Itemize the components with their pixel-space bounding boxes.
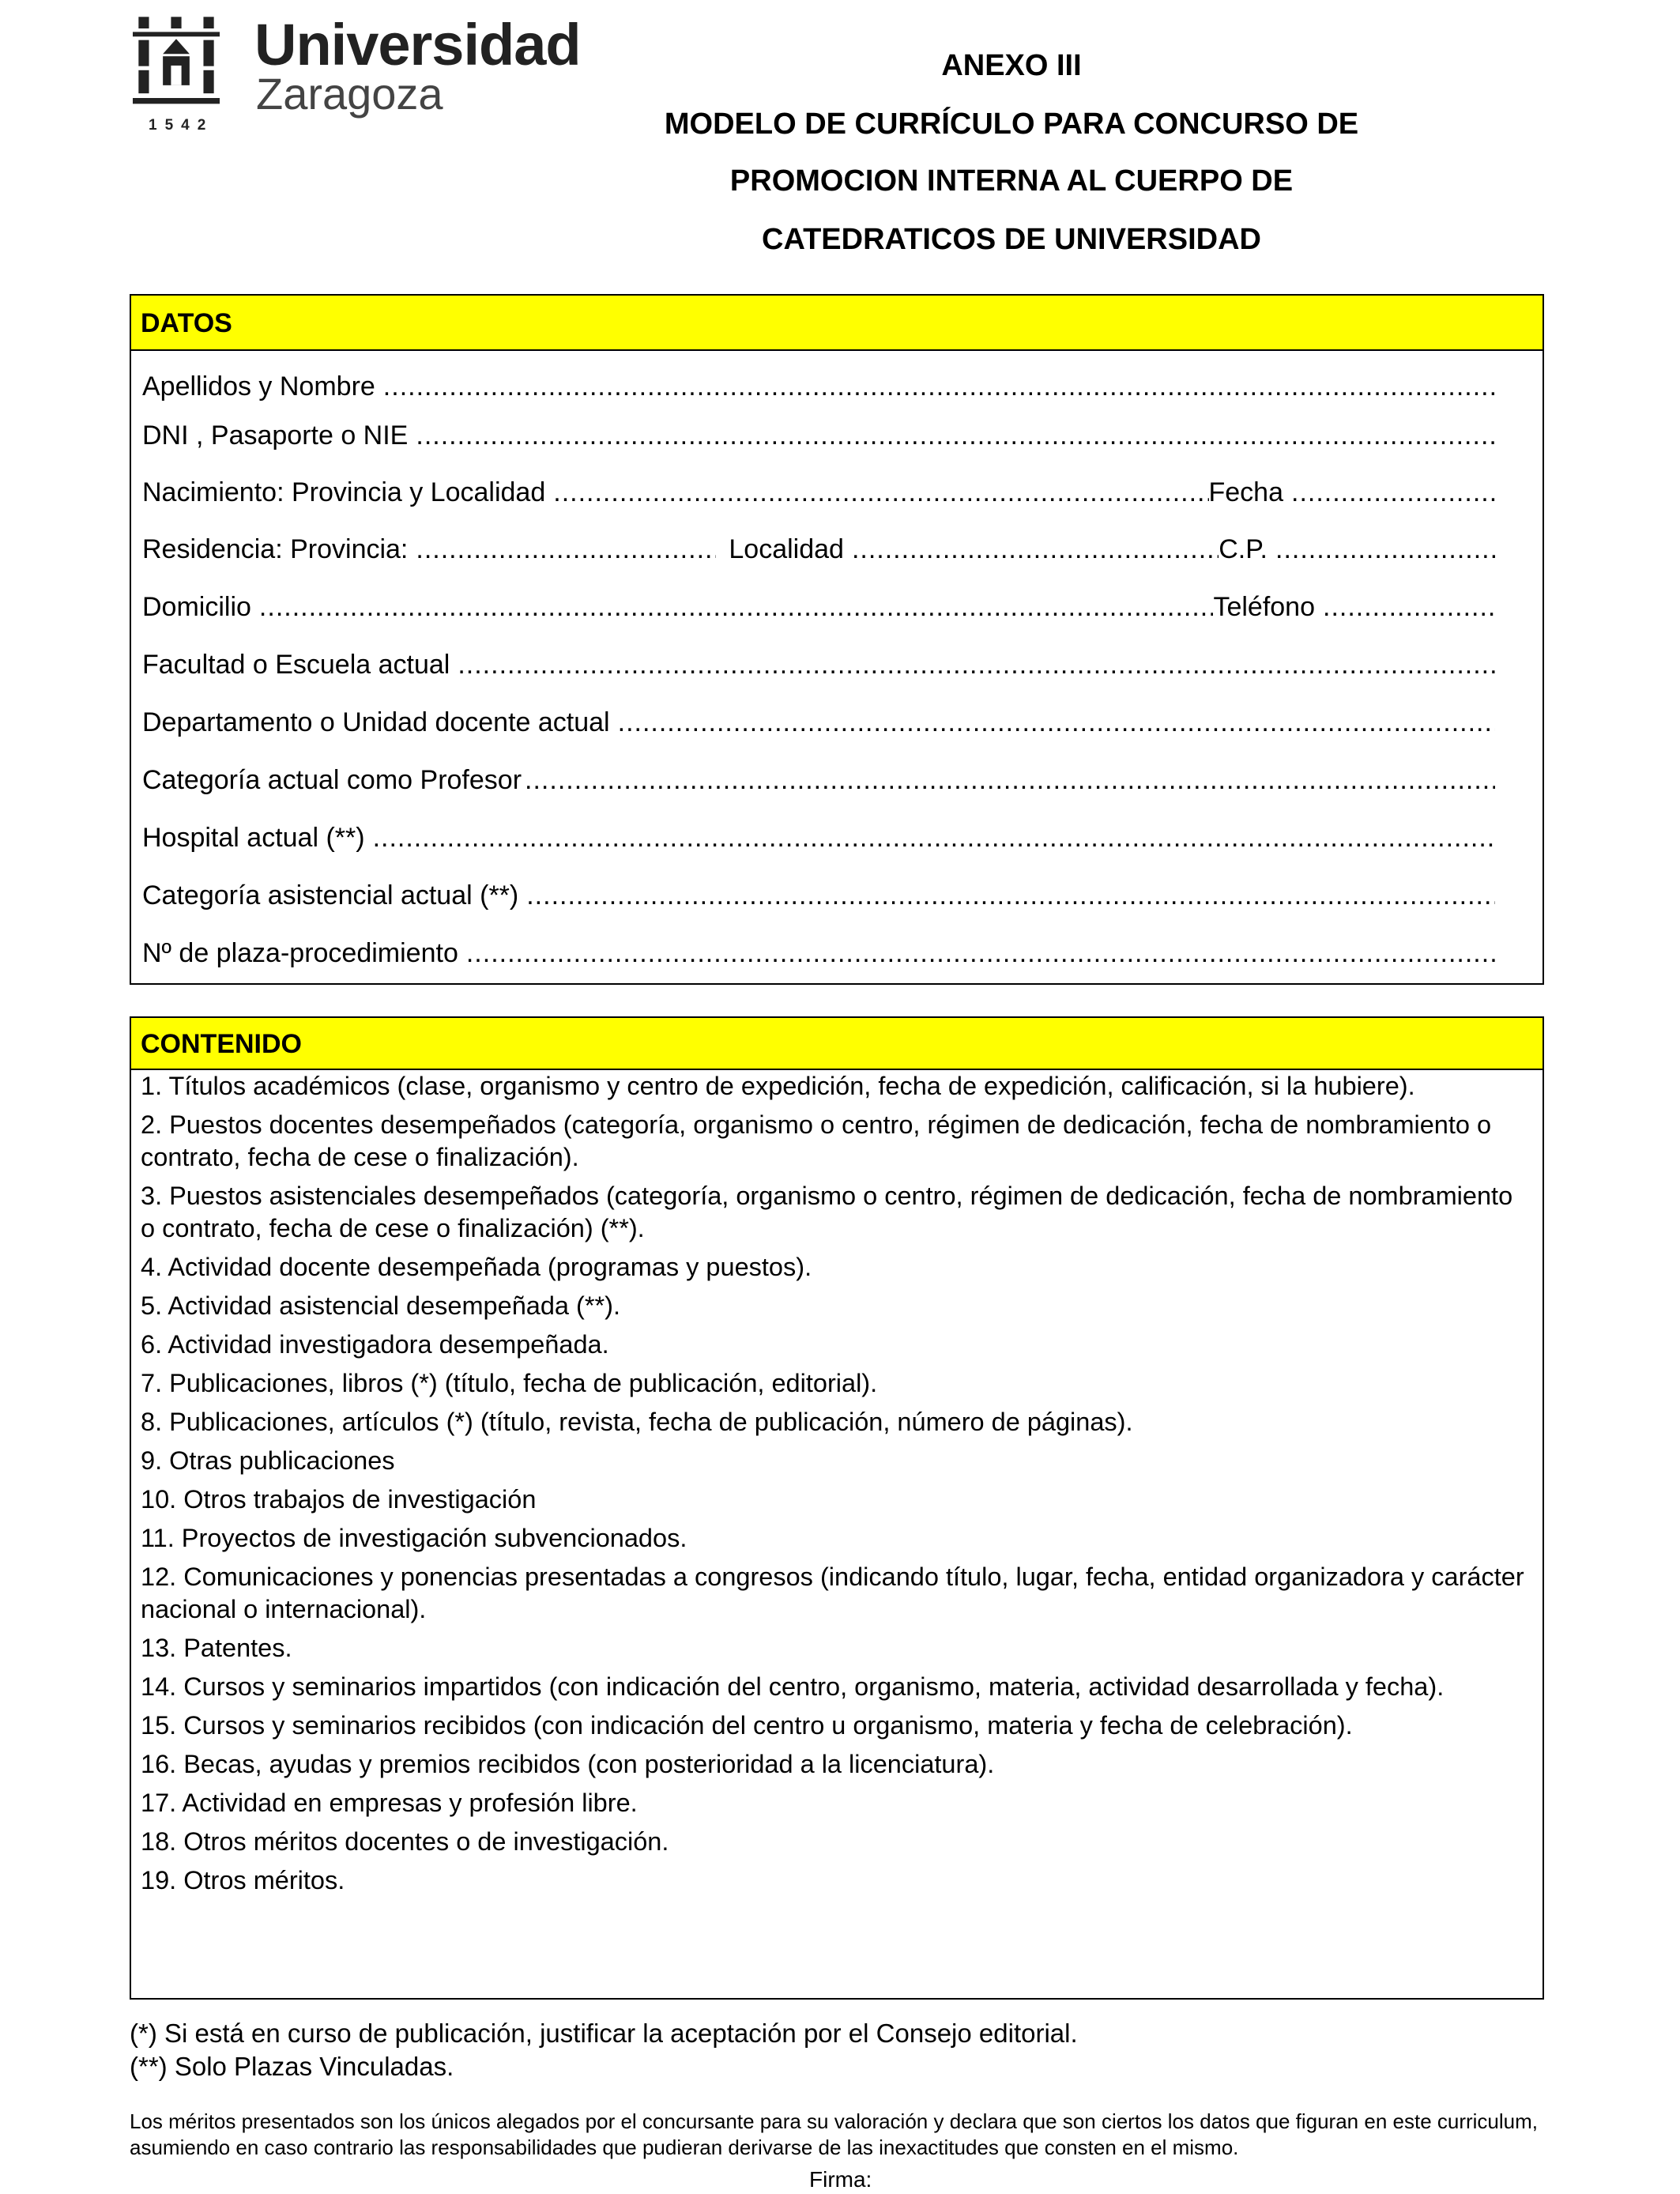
- fill-line: [416, 534, 716, 565]
- contenido-item: 1. Títulos académicos (clase, organismo y centro de expedición, fecha de expedición, calificación, si la hubiere).: [141, 1072, 1415, 1100]
- field-label: Domicilio: [142, 592, 251, 622]
- field-categoria-asistencial[interactable]: [142, 880, 1495, 918]
- fill-line: [383, 371, 1495, 402]
- document-title-annex: ANEXO III: [941, 49, 1082, 82]
- field-label: Departamento o Unidad docente actual: [142, 707, 610, 737]
- contenido-item: 6. Actividad investigadora desempeñada.: [141, 1330, 609, 1359]
- contenido-item: 17. Actividad en empresas y profesión libre.: [141, 1789, 638, 1817]
- field-label: Apellidos y Nombre: [142, 371, 375, 401]
- contenido-header: CONTENIDO: [131, 1018, 1543, 1070]
- field-label: Nº de plaza-procedimiento: [142, 938, 458, 968]
- footnote-publication: (*) Si está en curso de publicación, justificar la aceptación por el Consejo editorial.: [130, 2019, 1078, 2048]
- contenido-item: 8. Publicaciones, artículos (*) (título, revista, fecha de publicación, número de páginas).: [141, 1408, 1133, 1436]
- field-label: Residencia: Provincia:: [142, 534, 409, 564]
- fill-line: [1291, 477, 1495, 508]
- fill-line: [526, 880, 1495, 911]
- field-label: Facultad o Escuela actual: [142, 650, 450, 680]
- field-dni[interactable]: [142, 420, 1495, 458]
- field-plaza-procedimiento[interactable]: [142, 938, 1495, 976]
- logo-city-name: Zaragoza: [256, 69, 443, 119]
- contenido-item: 19. Otros méritos.: [141, 1866, 345, 1894]
- contenido-section: [130, 1016, 1544, 2000]
- fill-line: [458, 650, 1495, 680]
- contenido-item: 13. Patentes.: [141, 1634, 292, 1662]
- field-label-localidad: Localidad: [729, 534, 844, 564]
- field-label: Hospital actual (**): [142, 823, 365, 853]
- field-residencia[interactable]: [142, 534, 1495, 572]
- datos-section: [130, 294, 1544, 985]
- field-departamento[interactable]: [142, 707, 1495, 745]
- document-title-line-4: CATEDRATICOS DE UNIVERSIDAD: [762, 223, 1261, 256]
- contenido-item: 12. Comunicaciones y ponencias presentadas a congresos (indicando título, lugar, fecha, entidad organizadora y carácter nacional o internacional).: [141, 1563, 1524, 1623]
- field-label: Categoría asistencial actual (**): [142, 880, 519, 910]
- field-apellidos-nombre[interactable]: [142, 371, 1495, 409]
- field-facultad[interactable]: [142, 650, 1495, 688]
- datos-header: DATOS: [131, 296, 1543, 351]
- field-nacimiento[interactable]: [142, 477, 1495, 515]
- footnotes: [130, 2017, 1078, 2083]
- contenido-item: 7. Publicaciones, libros (*) (título, fecha de publicación, editorial).: [141, 1369, 878, 1397]
- field-label-fecha: Fecha: [1208, 477, 1283, 507]
- document-title-line-3: PROMOCION INTERNA AL CUERPO DE: [729, 164, 1294, 198]
- contenido-item: 16. Becas, ayudas y premios recibidos (con posterioridad a la licenciatura).: [141, 1750, 995, 1778]
- field-hospital[interactable]: [142, 823, 1495, 861]
- contenido-item: 11. Proyectos de investigación subvencionados.: [141, 1524, 687, 1552]
- contenido-item: 14. Cursos y seminarios impartidos (con indicación del centro, organismo, materia, actividad desarrollada y fecha).: [141, 1672, 1445, 1701]
- contenido-item: 9. Otras publicaciones: [141, 1446, 395, 1475]
- fill-line: [852, 534, 1219, 565]
- fill-line: [259, 592, 1214, 623]
- field-label-cp: C.P.: [1219, 534, 1268, 564]
- contenido-item: 3. Puestos asistenciales desempeñados (categoría, organismo o centro, régimen de dedicación, fecha de nombramiento o contrato, fecha de cese o finalización) (**).: [141, 1182, 1513, 1242]
- fill-line: [416, 420, 1495, 451]
- fill-line: [466, 938, 1495, 969]
- field-label: Nacimiento: Provincia y Localidad: [142, 477, 546, 507]
- contenido-item: 15. Cursos y seminarios recibidos (con indicación del centro u organismo, materia y fecha de celebración).: [141, 1711, 1353, 1740]
- document-title-line-2: MODELO DE CURRÍCULO PARA CONCURSO DE: [664, 107, 1359, 141]
- contenido-item: 5. Actividad asistencial desempeñada (**).: [141, 1291, 621, 1320]
- signature-label[interactable]: Firma:: [809, 2167, 872, 2192]
- footnote-vinculadas: (**) Solo Plazas Vinculadas.: [130, 2052, 454, 2081]
- fill-line: [553, 477, 1208, 508]
- fill-line: [373, 823, 1495, 854]
- field-label: DNI , Pasaporte o NIE: [142, 420, 409, 450]
- fill-line: [1323, 592, 1495, 623]
- field-categoria-profesor[interactable]: [142, 765, 1495, 803]
- logo-year: 1542: [149, 117, 214, 134]
- logo-university-name: Universidad: [254, 12, 581, 77]
- contenido-item: 2. Puestos docentes desempeñados (categoría, organismo o centro, régimen de dedicación, fecha de nombramiento o contrato, fecha de cese o finalización).: [141, 1110, 1492, 1171]
- field-domicilio[interactable]: [142, 592, 1495, 630]
- field-label-telefono: Teléfono: [1213, 592, 1315, 622]
- contenido-item: 10. Otros trabajos de investigación: [141, 1485, 537, 1514]
- university-crest-logo: [133, 16, 220, 111]
- contenido-item: 4. Actividad docente desempeñada (programas y puestos).: [141, 1253, 812, 1281]
- contenido-list: [141, 1070, 1531, 1903]
- declaration-text: Los méritos presentados son los únicos alegados por el concursante para su valoración y declara que son ciertos los datos que figuran en este curriculum, asumiendo en caso contrario las responsabilidades que pudieran derivarse de las inexactitudes que consten en el mismo.: [130, 2109, 1539, 2159]
- fill-line: [525, 765, 1495, 796]
- fill-line: [1275, 534, 1495, 565]
- contenido-item: 18. Otros méritos docentes o de investigación.: [141, 1827, 669, 1856]
- field-label: Categoría actual como Profesor: [142, 765, 522, 795]
- fill-line: [618, 707, 1495, 738]
